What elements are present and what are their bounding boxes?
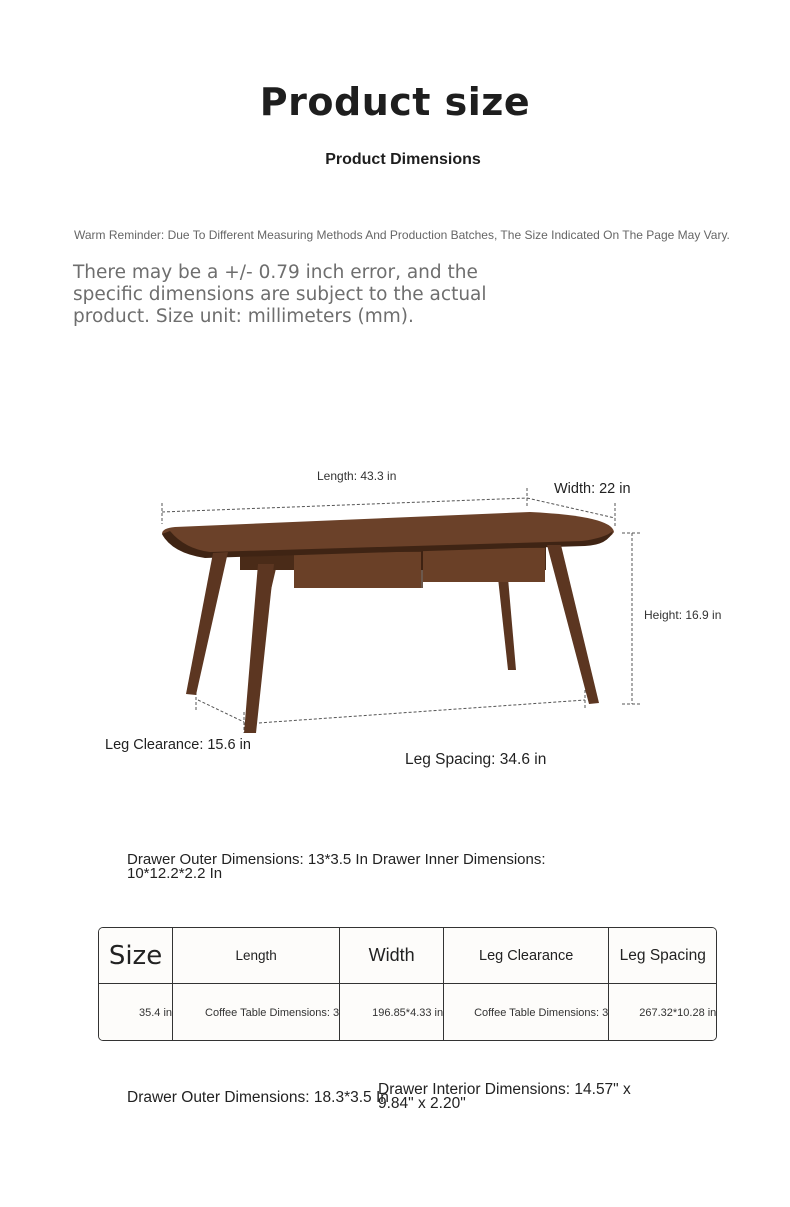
header-leg-spacing: Leg Spacing: [609, 928, 716, 984]
header-size: Size: [99, 928, 173, 984]
length-line: [162, 498, 527, 512]
width-label: Width: 22 in: [554, 481, 631, 497]
cell-size: 35.4 in: [99, 984, 173, 1040]
section-subtitle: Product Dimensions: [325, 151, 481, 168]
header-width: Width: [340, 928, 444, 984]
drawer-left: [294, 552, 421, 588]
height-label: Height: 16.9 in: [644, 608, 722, 622]
header-leg-clearance: Leg Clearance: [444, 928, 609, 984]
warm-reminder: Warm Reminder: Due To Different Measuring Methods And Production Batches, The Size Indicated On The Page May Vary.: [74, 228, 730, 242]
drawer-outer-note: Drawer Outer Dimensions: 18.3*3.5 In: [127, 1089, 389, 1106]
table-row: [99, 984, 716, 1040]
cell-leg-spacing: 267.32*10.28 in: [609, 984, 716, 1040]
error-note: There may be a +/- 0.79 inch error, and the specific dimensions are subject to the actual product. Size unit: millimeters (mm).: [73, 262, 487, 327]
spacing-line: [244, 700, 585, 724]
length-label: Length: 43.3 in: [317, 469, 397, 483]
cell-length: Coffee Table Dimensions: 3: [173, 984, 340, 1040]
header-length: Length: [173, 928, 340, 984]
leg-clearance-label: Leg Clearance: 15.6 in: [105, 737, 251, 753]
table-header-row: [99, 928, 716, 984]
page-title: Product size: [259, 80, 531, 124]
clearance-line: [198, 700, 244, 722]
leg-spacing-label: Leg Spacing: 34.6 in: [405, 751, 547, 768]
size-table: [98, 927, 717, 1041]
cell-width: 196.85*4.33 in: [340, 984, 444, 1040]
cell-leg-clearance: Coffee Table Dimensions: 3: [444, 984, 609, 1040]
drawer-right: [423, 548, 545, 582]
drawer-dimensions-note: Drawer Outer Dimensions: 13*3.5 In Drawer Inner Dimensions: 10*12.2*2.2 In: [127, 851, 546, 882]
drawer-interior-note: Drawer Interior Dimensions: 14.57" x 9.84" x 2.20": [378, 1081, 631, 1112]
